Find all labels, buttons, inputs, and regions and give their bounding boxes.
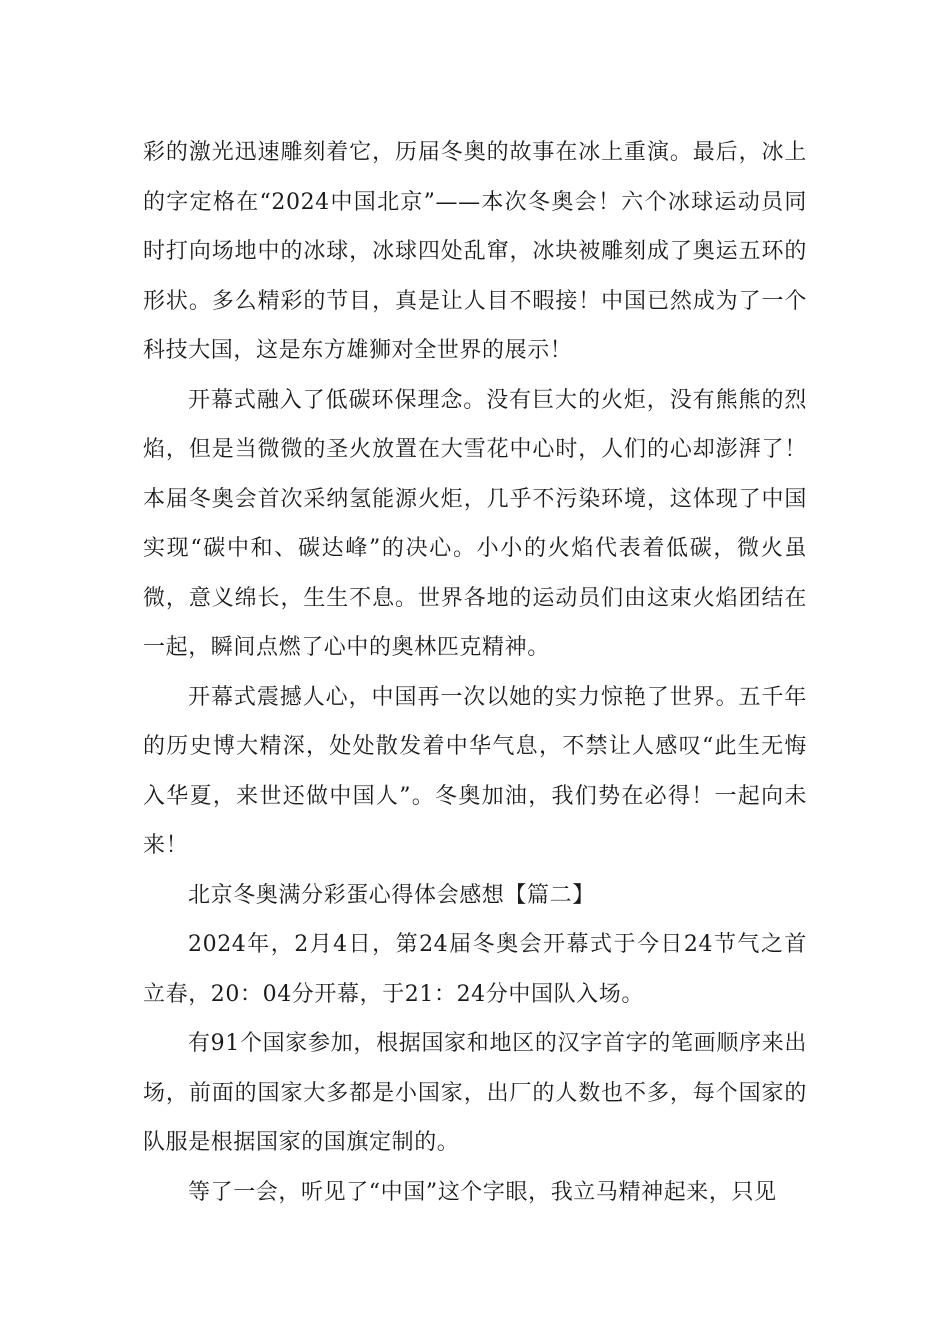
document-body bbox=[143, 128, 807, 1217]
paragraph-countries: 有91个国家参加，根据国家和地区的汉字首字的笔画顺序来出场，前面的国家大多都是小国家，出厂的人数也不多，每个国家的队服是根据国家的国旗定制的。 bbox=[143, 1031, 807, 1155]
paragraph-opening-date: 2024年，2月4日，第24届冬奥会开幕式于今日24节气之首立春，20：04分开幕，于21：24分中国队入场。 bbox=[143, 932, 807, 1007]
paragraph-conclusion: 开幕式震撼人心，中国再一次以她的实力惊艳了世界。五千年的历史博大精深，处处散发着中华气息，不禁让人感叹“此生无悔入华夏，来世还做中国人”。冬奥加油，我们势在必得！一起向未来！ bbox=[143, 684, 807, 858]
section-heading: 北京冬奥满分彩蛋心得体会感想【篇二】 bbox=[188, 882, 595, 908]
paragraph-low-carbon: 开幕式融入了低碳环保理念。没有巨大的火炬，没有熊熊的烈焰，但是当微微的圣火放置在大雪花中心时，人们的心却澎湃了！本届冬奥会首次采纳氢能源火炬，几乎不污染环境，这体现了中国实现“碳中和、碳达峰”的决心。小小的火焰代表着低碳，微火虽微，意义绵长，生生不息。世界各地的运动员们由这束火焰团结在一起，瞬间点燃了心中的奥林匹克精神。 bbox=[143, 387, 807, 660]
paragraph-china-entry: 等了一会，听见了“中国”这个字眼，我立马精神起来，只见 bbox=[188, 1179, 777, 1205]
paragraph-continuation: 彩的激光迅速雕刻着它，历届冬奥的故事在冰上重演。最后，冰上的字定格在“2024中国北京”——本次冬奥会！六个冰球运动员同时打向场地中的冰球，冰球四处乱窜，冰块被雕刻成了奥运五环的形状。多么精彩的节目，真是让人目不暇接！中国已然成为了一个科技大国，这是东方雄狮对全世界的展示！ bbox=[143, 140, 807, 363]
